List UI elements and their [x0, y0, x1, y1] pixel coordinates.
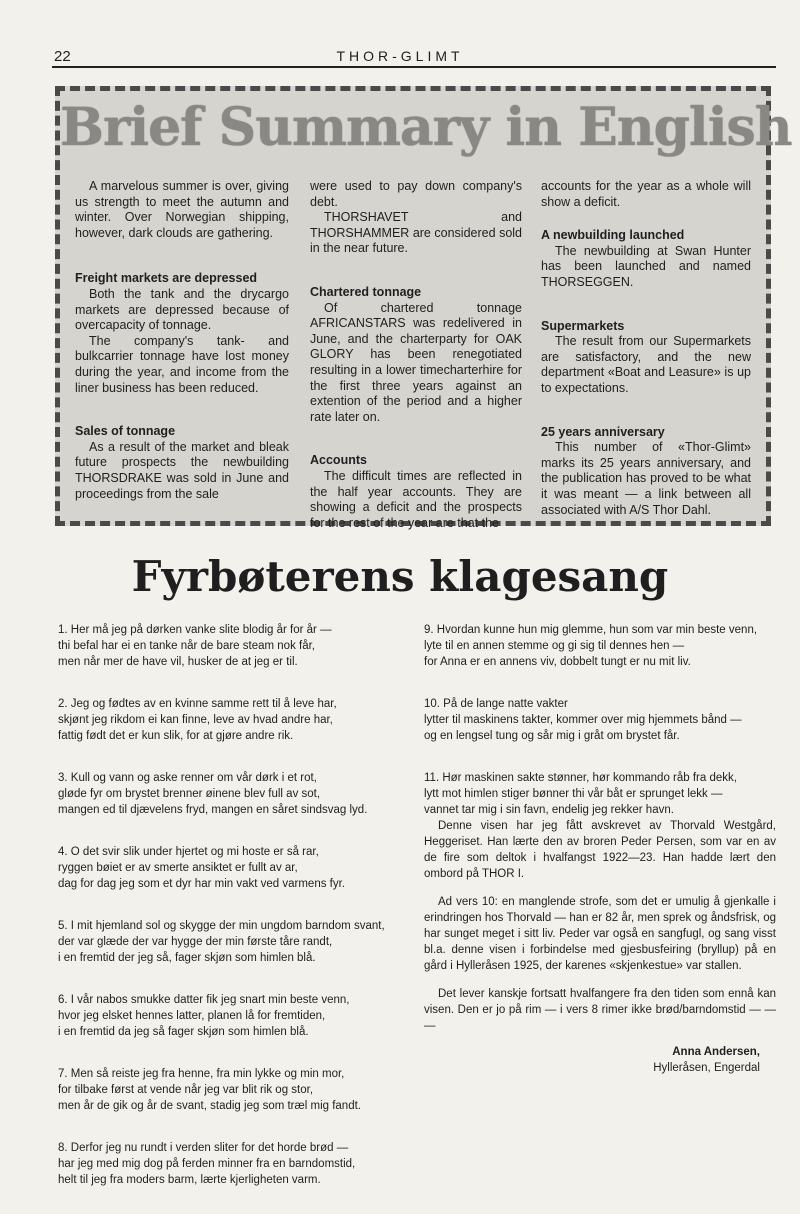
page-number: 22	[54, 48, 71, 65]
supermarkets-heading: Supermarkets	[541, 318, 625, 333]
anniversary-heading: 25 years anniversary	[541, 424, 665, 439]
verse-2: 2. Jeg og fødtes av en kvinne samme rett til å leve har, skjønt jeg rikdom ei kan finne, leve av hvad andre har, fattig født det er kun slik, for at gjøre andre rik.	[58, 698, 337, 742]
verse-5: 5. I mit hjemland sol og skygge der min ungdom barndom svant, der var glæde der var hygge der min første tåre randt, i en fremtid der jeg så, fager skjøn som himlen blå.	[58, 920, 385, 964]
chartered-text: Of chartered tonnage AFRICANSTARS was redelivered in June, and the charterparty for OAK GLORY has been renegotiated resulting in a lower timecharterhire for the first three years against an extention of the period and a higher rate later on.	[310, 300, 522, 424]
summary-column-2	[310, 179, 522, 531]
verse-1: 1. Her må jeg på dørken vanke slite blodig år for år — thi befal har ei en tanke når de bare steam nok får, men når mer de have vil, husker de at jeg er til.	[58, 624, 332, 668]
newbuilding-text: The newbuilding at Swan Hunter has been launched and named THORSEGGEN.	[541, 243, 751, 289]
verse-11: 11. Hør maskinen sakte stønner, hør kommando råb fra dekk, lytt mot himlen stiger bønner thi vår båt er sprunget lekk — vannet tar mig i sin favn, endelig jeg rekker havn.	[424, 772, 737, 816]
intro-text: A marvelous summer is over, giving us strength to meet the autumn and winter. Over Norwegian shipping, however, dark clouds are gathering.	[75, 179, 289, 240]
verse-6: 6. I vår nabos smukke datter fik jeg snart min beste venn, hvor jeg elsket hennes latter, planen lå for fremtiden, i en fremtid da jeg så fager skjøn som himlen blå.	[58, 994, 350, 1038]
verses-left	[58, 622, 408, 1214]
song-notes	[424, 818, 776, 1046]
verse-4: 4. O det svir slik under hjertet og mi hoste er så rar, ryggen bøiet er av smerte ansiktet er fullt av ar, dag for dag jeg som et dyr har min vakt ved varmens fyr.	[58, 846, 345, 890]
sales-heading: Sales of tonnage	[75, 424, 176, 439]
sales-text-cont: were used to pay down company's debt.	[310, 179, 522, 209]
anniversary-text: This number of «Thor-Glimt» marks its 25 years anniversary, and the publication has proved to be what it was meant — a link between all associated with A/S Thor Dahl.	[541, 440, 751, 517]
note-paragraph-3: Det lever kanskje fortsatt hvalfangere fra den tiden som ennå kan visen. Den er jo på rim — i vers 8 rimer ikke brød/barndomstid — — —	[424, 988, 776, 1032]
verse-3: 3. Kull og vann og aske renner om vår dørk i et rot, gløde fyr om brystet brenner øinene blev full av sot, mangen ed til djævelens fryd, mangen en såret sindsvag lyd.	[58, 772, 368, 816]
note-paragraph-1: Denne visen har jeg fått avskrevet av Thorvald Westgård, Heggeriset. Han lærte den av broren Peder Persen, som var en av de fire som deltok i hvalfangst 1922—23. Han hadde lært den ombord på THOR I.	[424, 820, 776, 880]
magazine-name: THOR-GLIMT	[336, 48, 464, 64]
chartered-heading: Chartered tonnage	[310, 284, 422, 299]
freight-text-2: The company's tank- and bulkcarrier tonnage have lost money during the year, and income from the liner business has been reduced.	[75, 333, 289, 395]
author-name: Anna Andersen,	[672, 1046, 760, 1058]
author-place: Hylleråsen, Engerdal	[653, 1062, 760, 1074]
freight-heading: Freight markets are depressed	[75, 271, 258, 286]
sales-text-2: THORSHAVET and THORSHAMMER are considered sold in the near future.	[310, 210, 522, 256]
verse-7: 7. Men så reiste jeg fra henne, fra min lykke og min mor, for tilbake først at vende når jeg var blit rik og stor, men år de gik og år de svant, stadig jeg som træl mig fandt.	[58, 1068, 361, 1112]
summary-box	[55, 86, 792, 530]
verse-10: 10. På de lange natte vakter lytter til maskinens takter, kommer over mig hjemmets bånd — og en lengsel tung og sår mig i gråt om brystet får.	[424, 698, 742, 742]
sales-text: As a result of the market and bleak future prospects the newbuilding THORSDRAKE was sold in June and proceedings from the sale	[75, 439, 289, 501]
freight-text-1: Both the tank and the drycargo markets are depressed because of overcapacity of tonnage.	[75, 286, 289, 333]
summary-column-3	[541, 179, 751, 518]
song-title: Fyrbøterens klagesang	[131, 552, 669, 601]
summary-column-1	[75, 179, 289, 502]
accounts-text: The difficult times are reflected in the half year accounts. They are showing a deficit and the prospects for the rest of the year are that the	[310, 468, 522, 530]
accounts-text-cont: accounts for the year as a whole will show a deficit.	[541, 179, 751, 209]
note-paragraph-2: Ad vers 10: en manglende strofe, som det er umulig å gjenkalle i erindringen hos Thorvald — han er 82 år, men sprek og åndsfrisk, og har sunget meget i sitt liv. Peder var også en sangfugl, og sang visst bl.a. denne visen i forbindelse med gjesbusfeiring (bryllup) på en gård i Hylleråsen 1925, der karenes «skjenkestue» var stallen.	[424, 896, 776, 972]
newbuilding-heading: A newbuilding launched	[541, 228, 685, 243]
verses-right	[424, 622, 780, 844]
supermarkets-text: The result from our Supermarkets are satisfactory, and the new department «Boat and Leasure» is up to expectations.	[541, 334, 751, 395]
signature	[653, 1044, 760, 1076]
verse-8: 8. Derfor jeg nu rundt i verden sliter for det horde brød — har jeg med mig dog på ferden minner fra en barndomstid, helt til jeg fra moders barm, lærte kjerligheten varm.	[58, 1142, 356, 1186]
verse-9: 9. Hvordan kunne hun mig glemme, hun som var min beste venn, lyte til en annen stemme og gi sig til dennes hen — for Anna er en annens viv, dobbelt tungt er nu mit liv.	[424, 624, 758, 668]
summary-title: Brief Summary in English	[60, 97, 792, 158]
header-rule	[52, 66, 776, 68]
accounts-heading: Accounts	[310, 453, 367, 468]
